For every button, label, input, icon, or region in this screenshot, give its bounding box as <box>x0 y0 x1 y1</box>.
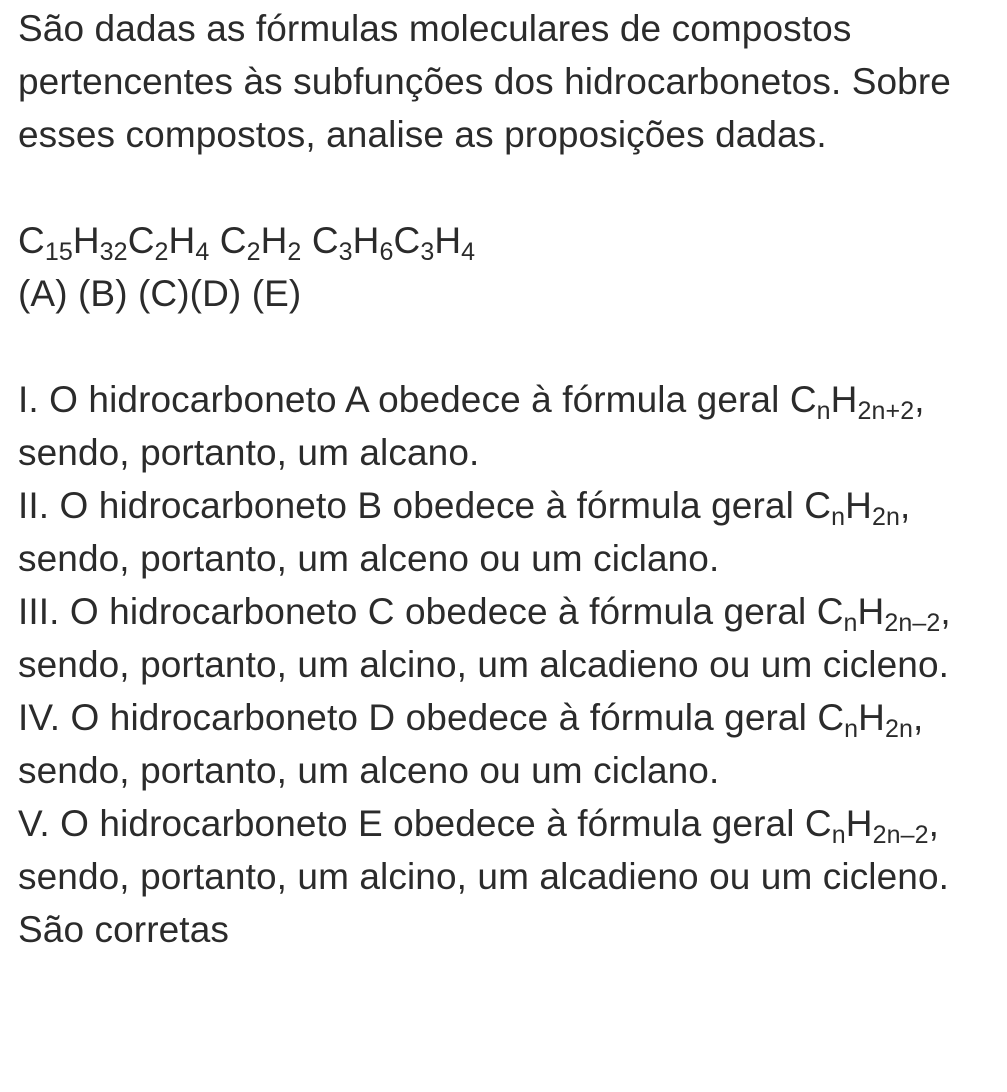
formula-symbol: H <box>830 379 858 420</box>
spacer <box>18 320 989 373</box>
formula-subscript: 2n+2 <box>857 397 915 425</box>
proposition-lead: V. O hidrocarboneto E obedece à fórmula geral <box>18 803 795 844</box>
general-formula <box>804 485 900 531</box>
formula-list <box>18 214 989 267</box>
molecular-formula <box>209 220 302 266</box>
proposition <box>18 691 989 797</box>
formula-subscript: 2n <box>871 503 900 531</box>
proposition-lead: II. O hidrocarboneto B obedece à fórmula geral <box>18 485 794 526</box>
formula-symbol: C <box>301 220 339 261</box>
formula-symbol: C <box>393 220 421 261</box>
formula-symbol: H <box>857 591 885 632</box>
formula-symbol: H <box>845 803 873 844</box>
proposition-lead: III. O hidrocarboneto C obedece à fórmula geral <box>18 591 807 632</box>
formula-subscript: 15 <box>44 238 73 266</box>
molecular-formula <box>127 220 210 266</box>
closing-text: São corretas <box>18 909 229 950</box>
formula-symbol: C <box>127 220 155 261</box>
formula-symbol: C <box>817 697 845 738</box>
general-formula <box>804 803 929 849</box>
intro-paragraph: São dadas as fórmulas moleculares de compostos pertencentes às subfunções dos hidrocarbonetos. Sobre esses compostos, analise as proposições dadas. <box>18 8 951 155</box>
formula-subscript: 2n–2 <box>884 609 941 637</box>
proposition-lead: IV. O hidrocarboneto D obedece à fórmula geral <box>18 697 807 738</box>
formula-labels: (A) (B) (C)(D) (E) <box>18 273 302 314</box>
formula-symbol: H <box>260 220 288 261</box>
molecular-formula <box>301 220 394 266</box>
formula-symbol: H <box>434 220 462 261</box>
formula-subscript: 32 <box>99 238 128 266</box>
general-formula <box>789 379 915 425</box>
formula-subscript: 2 <box>287 238 302 266</box>
formula-symbol: C <box>804 803 832 844</box>
proposition <box>18 797 989 903</box>
formula-subscript: 4 <box>195 238 210 266</box>
formula-subscript: 3 <box>338 238 353 266</box>
proposition <box>18 373 989 479</box>
formula-symbol: C <box>789 379 817 420</box>
formula-subscript: n <box>816 397 831 425</box>
formula-subscript: 3 <box>420 238 435 266</box>
molecular-formula <box>18 220 128 266</box>
proposition-lead: I. O hidrocarboneto A obedece à fórmula geral <box>18 379 780 420</box>
formula-subscript: n <box>843 609 858 637</box>
formula-subscript: n <box>831 821 846 849</box>
proposition-conclusion: , sendo, portanto, um alcino, um alcadieno ou um cicleno. <box>18 803 950 897</box>
proposition-conclusion: , sendo, portanto, um alcino, um alcadieno ou um cicleno. <box>18 591 951 685</box>
formula-subscript: 2 <box>154 238 169 266</box>
formula-symbol: H <box>72 220 100 261</box>
propositions-list <box>18 373 989 903</box>
proposition-conclusion: , sendo, portanto, um alcano. <box>18 379 925 473</box>
formula-symbol: C <box>804 485 832 526</box>
formula-symbol: C <box>816 591 844 632</box>
formula-subscript: 4 <box>461 238 476 266</box>
formula-symbol: H <box>352 220 380 261</box>
formula-subscript: 6 <box>379 238 394 266</box>
proposition <box>18 585 989 691</box>
general-formula <box>816 591 941 637</box>
spacer <box>18 161 989 214</box>
molecular-formula <box>393 220 476 266</box>
formula-symbol: C <box>209 220 247 261</box>
formula-subscript: n <box>831 503 846 531</box>
formula-symbol: C <box>18 220 45 261</box>
formula-subscript: 2n <box>885 715 914 743</box>
formula-subscript: 2n–2 <box>872 821 929 849</box>
formula-symbol: H <box>858 697 885 738</box>
general-formula <box>817 697 914 743</box>
proposition-conclusion: , sendo, portanto, um alceno ou um ciclano. <box>18 697 924 791</box>
formula-symbol: H <box>845 485 872 526</box>
proposition-conclusion: , sendo, portanto, um alceno ou um ciclano. <box>18 485 911 579</box>
formula-symbol: H <box>168 220 196 261</box>
formula-subscript: n <box>844 715 859 743</box>
proposition <box>18 479 989 585</box>
formula-subscript: 2 <box>246 238 261 266</box>
